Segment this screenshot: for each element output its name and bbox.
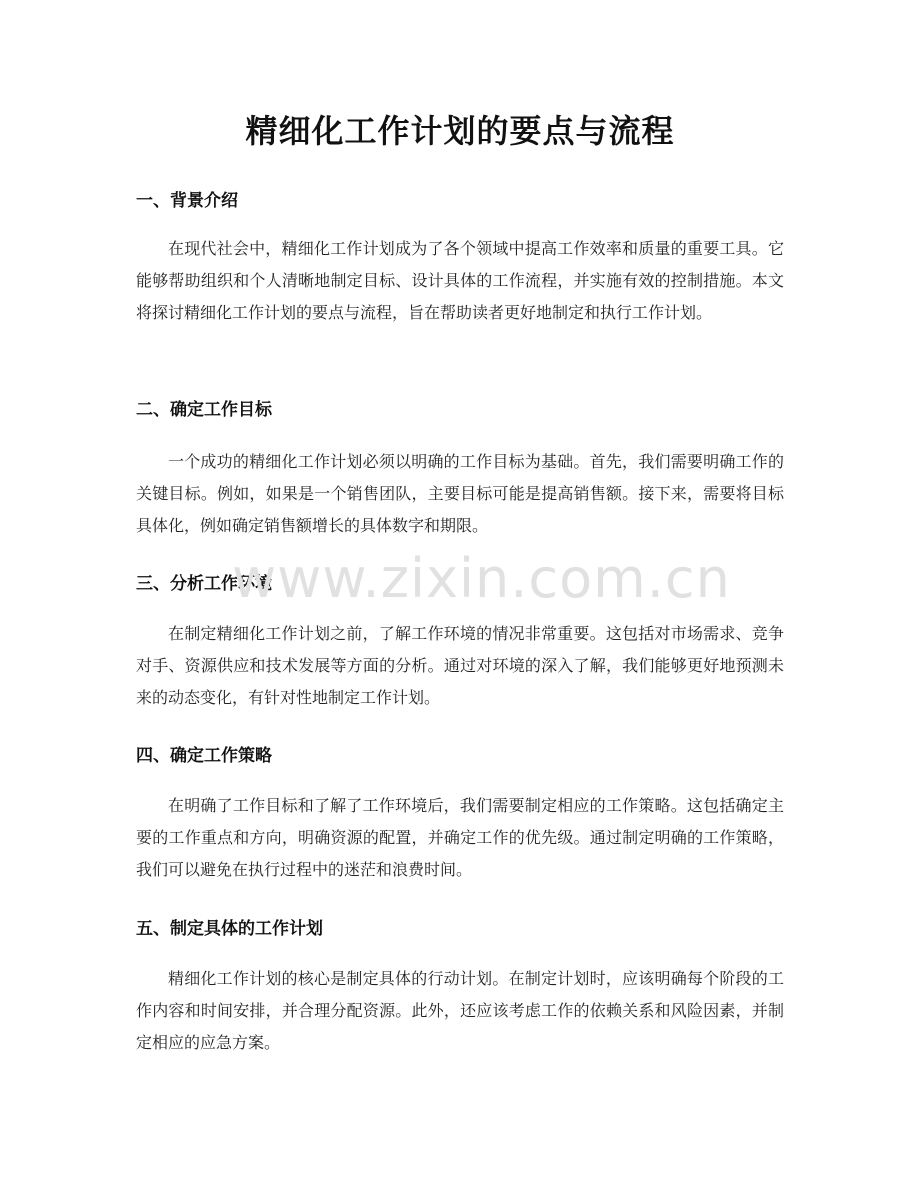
watermark: www.zixin.com.cn bbox=[232, 547, 731, 610]
page-title: 精细化工作计划的要点与流程 bbox=[245, 112, 675, 150]
section-body-background: 在现代社会中，精细化工作计划成为了各个领域中提高工作效率和质量的重要工具。它能够帮助组织和个人清晰地制定目标、设计具体的工作流程，并实施有效的控制措施。本文将探讨精细化工作计划的要点与流程，旨在帮助读者更好地制定和执行工作计划。 bbox=[136, 239, 784, 322]
section-heading-strategy: 四、确定工作策略 bbox=[136, 746, 272, 766]
section-heading-plan: 五、制定具体的工作计划 bbox=[136, 919, 323, 939]
section-body-goals: 一个成功的精细化工作计划必须以明确的工作目标为基础。首先，我们需要明确工作的关键目标。例如，如果是一个销售团队，主要目标可能是提高销售额。接下来，需要将目标具体化，例如确定销售额增长的具体数字和期限。 bbox=[136, 452, 784, 535]
section-heading-goals: 二、确定工作目标 bbox=[136, 400, 272, 420]
section-heading-background: 一、背景介绍 bbox=[136, 191, 238, 211]
section-heading-environment: 三、分析工作环境 bbox=[136, 574, 272, 594]
section-body-strategy: 在明确了工作目标和了解了工作环境后，我们需要制定相应的工作策略。这包括确定主要的工作重点和方向，明确资源的配置，并确定工作的优先级。通过制定明确的工作策略，我们可以避免在执行过程中的迷茫和浪费时间。 bbox=[136, 796, 784, 879]
section-body-environment: 在制定精细化工作计划之前，了解工作环境的情况非常重要。这包括对市场需求、竞争对手、资源供应和技术发展等方面的分析。通过对环境的深入了解，我们能够更好地预测未来的动态变化，有针对性地制定工作计划。 bbox=[136, 624, 784, 707]
section-body-plan: 精细化工作计划的核心是制定具体的行动计划。在制定计划时，应该明确每个阶段的工作内容和时间安排，并合理分配资源。此外，还应该考虑工作的依赖关系和风险因素，并制定相应的应急方案。 bbox=[136, 969, 784, 1052]
